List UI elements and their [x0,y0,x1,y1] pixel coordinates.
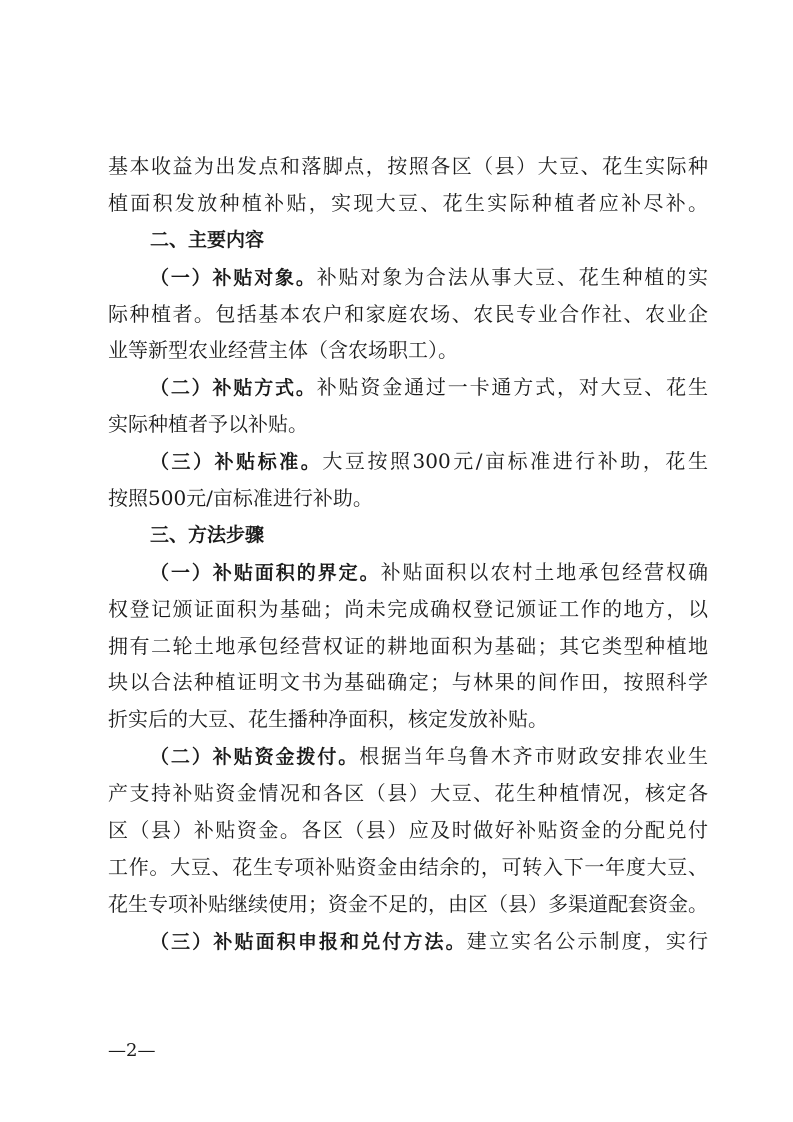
item-text: 建立实名公示制度，实行 [466,928,708,953]
paragraph-line: 块以合法种植证明文书为基础确定；与林果的间作田，按照科学 [108,670,708,695]
paragraph-line: 拥有二轮土地承包经营权证的耕地面积为基础；其它类型种植地 [108,633,708,658]
paragraph-line: 权登记颁证面积为基础；尚未完成确权登记颁证工作的地方，以 [108,596,708,621]
paragraph-line [108,738,708,775]
section-heading: 二、主要内容 [150,228,265,251]
paragraph-line: 区（县）补贴资金。各区（县）应及时做好补贴资金的分配兑付 [108,818,708,843]
paragraph-line: 业等新型农业经营主体（含农场职工）。 [108,338,458,363]
item-title: （二）补贴资金拨付。 [150,746,360,769]
item-title: （三）补贴面积申报和兑付方法。 [150,930,467,953]
paragraph-line: 植面积发放种植补贴，实现大豆、花生实际种植者应补尽补。 [108,190,708,215]
item-text: 补贴面积以农村土地承包经营权确 [380,559,708,584]
item-text: 根据当年乌鲁木齐市财政安排农业生 [359,744,708,769]
item-title: （二）补贴方式。 [150,377,317,400]
paragraph-line: 基本收益为出发点和落脚点，按照各区（县）大豆、花生实际种 [108,154,708,178]
paragraph-line [108,259,708,296]
paragraph-line: 花生专项补贴继续使用；资金不足的，由区（县）多渠道配套资金。 [108,891,708,916]
page-number: —2— [108,1040,156,1061]
paragraph-line: 实际种植者予以补贴。 [108,412,308,437]
paragraph-line [108,443,708,480]
item-title: （一）补贴对象。 [150,266,317,289]
paragraph-line: 工作。大豆、花生专项补贴资金由结余的，可转入下一年度大豆、 [108,854,708,879]
paragraph-line [108,923,708,960]
document-body [108,148,708,960]
section-heading: 三、方法步骤 [150,523,265,546]
item-text: 补贴对象为合法从事大豆、花生种植的实 [316,264,708,289]
item-title: （一）补贴面积的界定。 [150,561,381,584]
item-title: （三）补贴标准。 [150,451,323,474]
item-text: 补贴资金通过一卡通方式，对大豆、花生 [316,375,708,400]
paragraph-line: 际种植者。包括基本农户和家庭农场、农民专业合作社、农业企 [108,301,708,326]
paragraph-line [108,554,708,591]
paragraph-line: 产支持补贴资金情况和各区（县）大豆、花生种植情况，核定各 [108,781,708,806]
paragraph-line: 折实后的大豆、花生播种净面积，核定发放补贴。 [108,707,548,732]
item-text: 大豆按照300元/亩标准进行补助，花生 [322,449,708,474]
paragraph-line: 按照500元/亩标准进行补助。 [108,486,373,511]
paragraph-line [108,369,708,406]
